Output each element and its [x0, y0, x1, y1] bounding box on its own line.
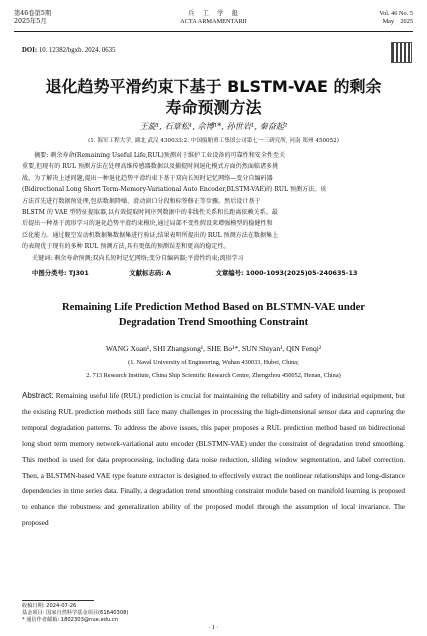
journal-name [14, 10, 413, 26]
doi-label: DOI: [22, 47, 38, 54]
chinese-abstract-line: 摘要: 剩余寿命(Remaining Useful Life,RUL)预测对于维护工业设备的可靠性和安全性至关 [34, 152, 286, 159]
english-affiliation-2: 2. 713 Research Institute, China Ship Scientific Research Centre, Zhengzhou 450052, Henan, China) [86, 372, 341, 379]
clc-number: 中图分类号: TJ301 [32, 269, 89, 277]
chinese-abstract-line: 战。为了解决上述问题,提出一种退化趋势平滑约束下基于双向长短时记忆网络—变分自编码器 [22, 174, 273, 182]
footnote-rule [22, 600, 94, 601]
chinese-affiliation: (1. 海军工程大学, 湖北 武汉 430033;2. 中国船舶重工集团公司第七一三研究所, 河南 郑州 450052) [88, 138, 339, 144]
document-code: 文献标志码: A [129, 269, 171, 277]
qr-code-icon[interactable] [391, 42, 412, 63]
corresponding-email[interactable]: * 通信作者邮箱: 1802303@nue.edu.cn [22, 617, 119, 623]
issue-date-en: May 2025 [382, 18, 413, 25]
chinese-title [0, 76, 427, 118]
issue-date: 2025年5月 [14, 18, 47, 25]
doi-value: 10. 12382/bgxb. 2024. 0635 [38, 47, 116, 54]
chinese-keywords: 关键词: 剩余寿命预测;双向长短时记忆网络;变分自编码器;平滑性约束;流形学习 [32, 255, 244, 262]
journal-header [14, 8, 413, 34]
chinese-abstract-line: 泛化能力。通过舰空发动机数据集数据集进行验证,结果表明所提出的 RUL 预测方法在数据集上 [22, 231, 279, 239]
english-title [0, 300, 427, 330]
chinese-abstract-line: (Bidirectional Long Short Term-Memory-Variational Auto Encoder,BLSTM-VAE)的 RUL 预测方法。该 [22, 186, 327, 194]
received-date: 收稿日期: 2024-07-26 [22, 603, 77, 609]
chinese-authors: 王旋¹, 石章松¹, 佘博¹*, 孙世岩¹, 秦奋起² [139, 121, 288, 131]
chinese-title-line1: 退化趋势平滑约束下基于 BLSTM-VAE 的剩余 [45, 77, 382, 96]
abstract-label: Abstract: [22, 391, 54, 400]
chinese-abstract-line: 重要,但现有的 RUL 预测方法在处理高维传感器数据以及捕捉时间退化模式方面仍然面临诸多挑 [22, 163, 279, 171]
journal-name-en: ACTA ARMAMENTARII [180, 18, 247, 25]
english-abstract [22, 388, 405, 532]
chinese-abstract-line: BLSTM 的 VAE 型特征提取器,以有效提取时间序列数据中的非线性关系和长距离依赖关系。最 [22, 209, 278, 217]
page-number: · 1 · [208, 624, 219, 631]
abstract-body: Remaining useful life (RUL) prediction is crucial for maintaining the reliability and safety of industrial equipment, but the existing RUL prediction methods still face many challenges in processing the high-dimensional sensor data and capturing the temporal degradation patterns. To address the above issues, this paper proposes a RUL prediction method based on bidirectional long short term memory network-variational auto encoder (BLSTMN-VAE) under the constraint of degradation trend smoothing. This method is used for data preprocessing, including data noise reduction, sliding window segmentation, and label correction. Then, a BLSTMN-based VAE type feature extractor is designed to effectively extract the nonlinear relationships and long-distance dependencies in time series data. Finally, a degradation trend smoothing constraint module based on manifold learning is proposed to enhance the robustness and generalization ability of the proposed model through the assumption of local invariance. The proposed [22, 392, 405, 528]
chinese-abstract-line: 的表现优于现有的多种 RUL 预测方法,具有更低的预测误差和更高的稳定性。 [22, 243, 230, 251]
english-title-line1: Remaining Life Prediction Method Based on BLSTMN-VAE under [61, 302, 366, 313]
issue-volume: 第46卷第5期 [14, 10, 52, 17]
issue-volume-en: Vol. 46 No. 5 [379, 10, 413, 17]
english-title-line2: Degradation Trend Smoothing Constraint [118, 317, 309, 328]
journal-name-cn: 兵 工 学 报 [187, 10, 240, 17]
english-authors: WANG Xuan¹, SHI Zhangsong¹, SHE Bo¹*, SUN Shiyan¹, QIN Fenqi² [105, 344, 322, 353]
fund-info: 基金项目: 国家自然科学基金项目(61640308) [22, 610, 129, 616]
issue-info-en [379, 10, 413, 26]
chinese-abstract-line: 方法首先进行数据预处理,包括数据降噪、滑动窗口分段和标签修正等步骤。然后设计基于 [22, 197, 261, 205]
chinese-abstract-line: 后提出一种基于流形学习的退化趋势平滑约束模块,通过局部不变性假设来增强模型的稳健性和 [22, 220, 273, 228]
english-affiliation-1: (1. Naval University of Engineering, Wuhan 430033, Hubei, China; [128, 359, 299, 366]
article-id: 文章编号: 1000-1093(2025)05-240635-13 [215, 269, 358, 277]
chinese-title-line2: 寿命预测方法 [165, 98, 262, 117]
doi [22, 47, 115, 54]
classification-info [32, 268, 357, 277]
header-rule [14, 31, 413, 32]
chinese-abstract [22, 150, 405, 253]
